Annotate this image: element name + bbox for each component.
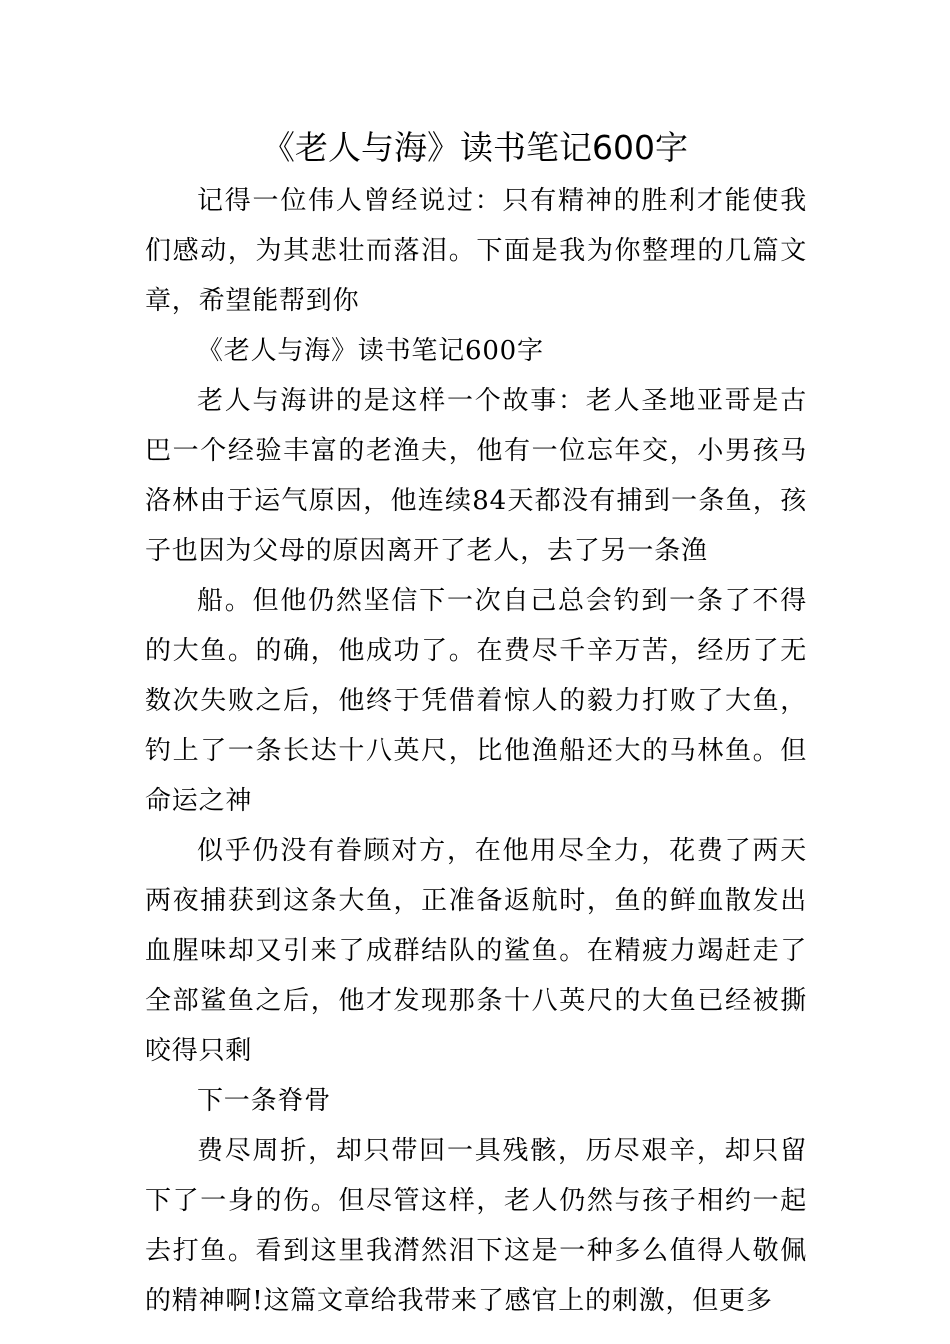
paragraph-intro: 记得一位伟人曾经说过：只有精神的胜利才能使我们感动，为其悲壮而落泪。下面是我为你整理的几篇文章，希望能帮到你 [145, 186, 807, 316]
paragraph-backbone: 下一条脊骨 [197, 1086, 332, 1116]
paragraph-success: 船。但他仍然坚信下一次自己总会钓到一条了不得的大鱼。的确，他成功了。在费尽千辛万苦，经历了无数次失败之后，他终于凭借着惊人的毅力打败了大鱼，钓上了一条长达十八英尺，比他渔船还大的马林鱼。但命运之神 [145, 586, 807, 816]
document-title: 《老人与海》读书笔记600字 [262, 128, 688, 167]
paragraph-story: 老人与海讲的是这样一个故事：老人圣地亚哥是古巴一个经验丰富的老渔夫，他有一位忘年交，小男孩马洛林由于运气原因，他连续84天都没有捕到一条鱼，孩子也因为父母的原因离开了老人，去了另一条渔 [145, 386, 807, 566]
document-body [145, 176, 807, 1326]
paragraph-subtitle: 《老人与海》读书笔记600字 [197, 336, 544, 366]
paragraph-sharks: 似乎仍没有眷顾对方，在他用尽全力，花费了两天两夜捕获到这条大鱼，正准备返航时，鱼的鲜血散发出血腥味却又引来了成群结队的鲨鱼。在精疲力竭赶走了全部鲨鱼之后，他才发现那条十八英尺的大鱼已经被撕咬得只剩 [145, 836, 807, 1066]
paragraph-reflection: 费尽周折，却只带回一具残骸，历尽艰辛，却只留下了一身的伤。但尽管这样，老人仍然与孩子相约一起去打鱼。看到这里我潸然泪下这是一种多么值得人敬佩的精神啊!这篇文章给我带来了感官上的刺激，但更多 [145, 1136, 807, 1316]
